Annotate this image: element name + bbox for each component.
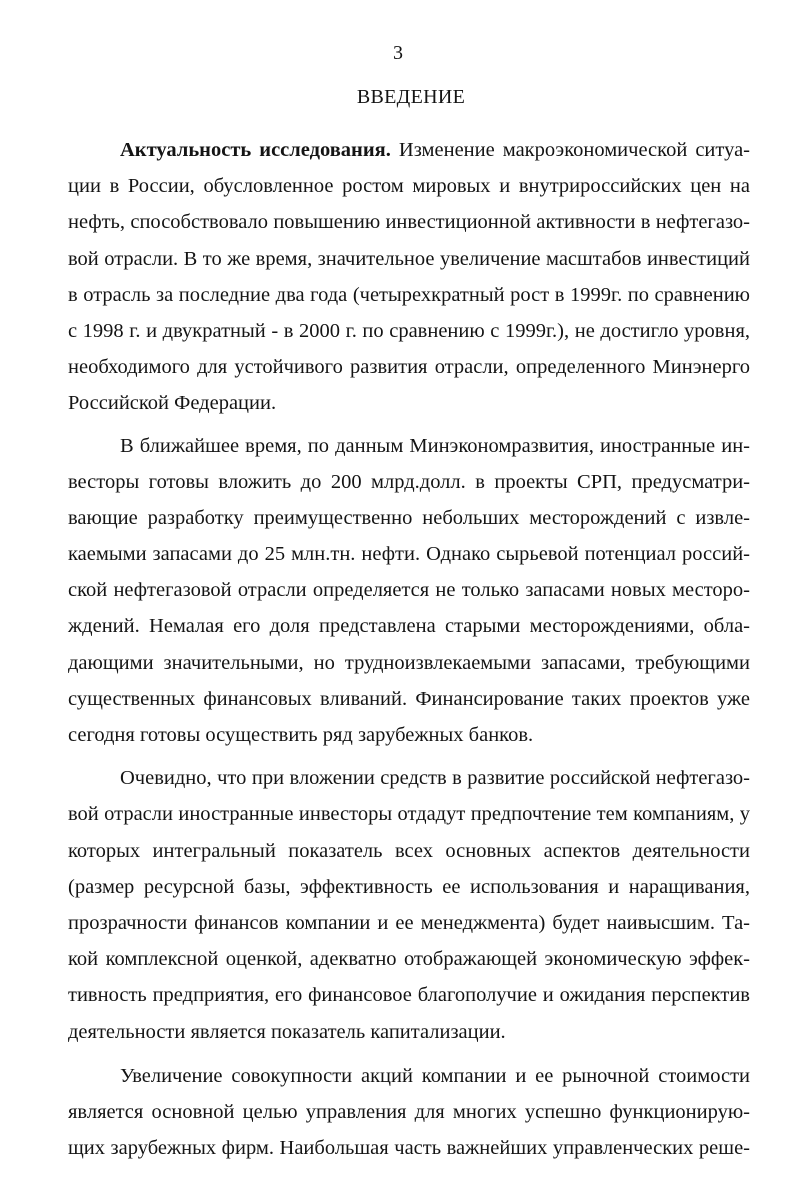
paragraph-line: вой отрасли иностранные инвесторы отдадут предпочтение тем компаниям, у bbox=[68, 803, 750, 826]
paragraph-line: ской нефтегазовой отрасли определяется не только запасами новых месторо- bbox=[68, 579, 750, 602]
bold-lead-phrase: Актуальность исследования. bbox=[120, 139, 391, 161]
page-number: 3 bbox=[393, 42, 403, 64]
paragraph-line: дающими значительными, но трудноизвлекаемыми запасами, требующими bbox=[68, 651, 750, 674]
paragraph-line: деятельности является показатель капитализации. bbox=[68, 1020, 506, 1043]
paragraph-line: Увеличение совокупности акций компании и ее рыночной стоимости bbox=[120, 1064, 750, 1087]
paragraph-capitalization bbox=[68, 760, 750, 1050]
paragraph-line: ждений. Немалая его доля представлена старыми месторождениями, обла- bbox=[68, 615, 750, 638]
section-title: ВВЕДЕНИЕ bbox=[356, 86, 466, 108]
paragraph-line: каемыми запасами до 25 млн.тн. нефти. Однако сырьевой потенциал россий- bbox=[68, 543, 750, 566]
paragraph-line bbox=[68, 132, 750, 168]
paragraph-line: нефть, способствовало повышению инвестиционной активности в нефтегазо- bbox=[68, 211, 750, 234]
paragraph-line: вой отрасли. В то же время, значительное увеличение масштабов инвестиций bbox=[68, 247, 750, 270]
paragraph-line: (размер ресурсной базы, эффективность ее использования и наращивания, bbox=[68, 875, 750, 898]
paragraph-foreign-investors bbox=[68, 428, 750, 754]
paragraph-line: ции в России, обусловленное ростом мировых и внутрироссийских цен на bbox=[68, 175, 750, 198]
paragraph-line: кой комплексной оценкой, адекватно отображающей экономическую эффек- bbox=[68, 948, 750, 971]
body-text bbox=[68, 132, 750, 1166]
paragraph-line: с 1998 г. и двукратный - в 2000 г. по сравнению с 1999г.), не достигло уровня, bbox=[68, 319, 750, 342]
line-text: Изменение макроэкономической ситуа- bbox=[390, 139, 750, 161]
paragraph-line: необходимого для устойчивого развития отрасли, определенного Минэнерго bbox=[68, 356, 750, 379]
paragraph-relevance bbox=[68, 132, 750, 422]
paragraph-line: в отрасль за последние два года (четырехкратный рост в 1999г. по сравнению bbox=[68, 283, 750, 306]
paragraph-line: сегодня готовы осуществить ряд зарубежных банков. bbox=[68, 724, 534, 746]
paragraph-line: Очевидно, что при вложении средств в развитие российской нефтегазо- bbox=[120, 767, 750, 790]
paragraph-line: прозрачности финансов компании и ее менеджмента) будет наивысшим. Та- bbox=[68, 911, 750, 934]
paragraph-line: которых интегральный показатель всех основных аспектов деятельности bbox=[68, 839, 750, 862]
paragraph-line: тивность предприятия, его финансовое благополучие и ожидания перспектив bbox=[68, 984, 750, 1007]
paragraph-line: щих зарубежных фирм. Наибольшая часть важнейших управленческих реше- bbox=[68, 1137, 750, 1160]
paragraph-line: является основной целью управления для многих успешно функционирую- bbox=[68, 1100, 750, 1123]
paragraph-line: существенных финансовых вливаний. Финансирование таких проектов уже bbox=[68, 687, 750, 710]
paragraph-line: весторы готовы вложить до 200 млрд.долл. в проекты СРП, предусматри- bbox=[68, 470, 750, 493]
paragraph-shareholder-value bbox=[68, 1058, 750, 1167]
paragraph-line: В ближайшее время, по данным Минэкономразвития, иностранные ин- bbox=[120, 434, 750, 457]
paragraph-line: вающие разработку преимущественно небольших месторождений с извле- bbox=[68, 506, 750, 529]
paragraph-line: Российской Федерации. bbox=[68, 392, 277, 415]
